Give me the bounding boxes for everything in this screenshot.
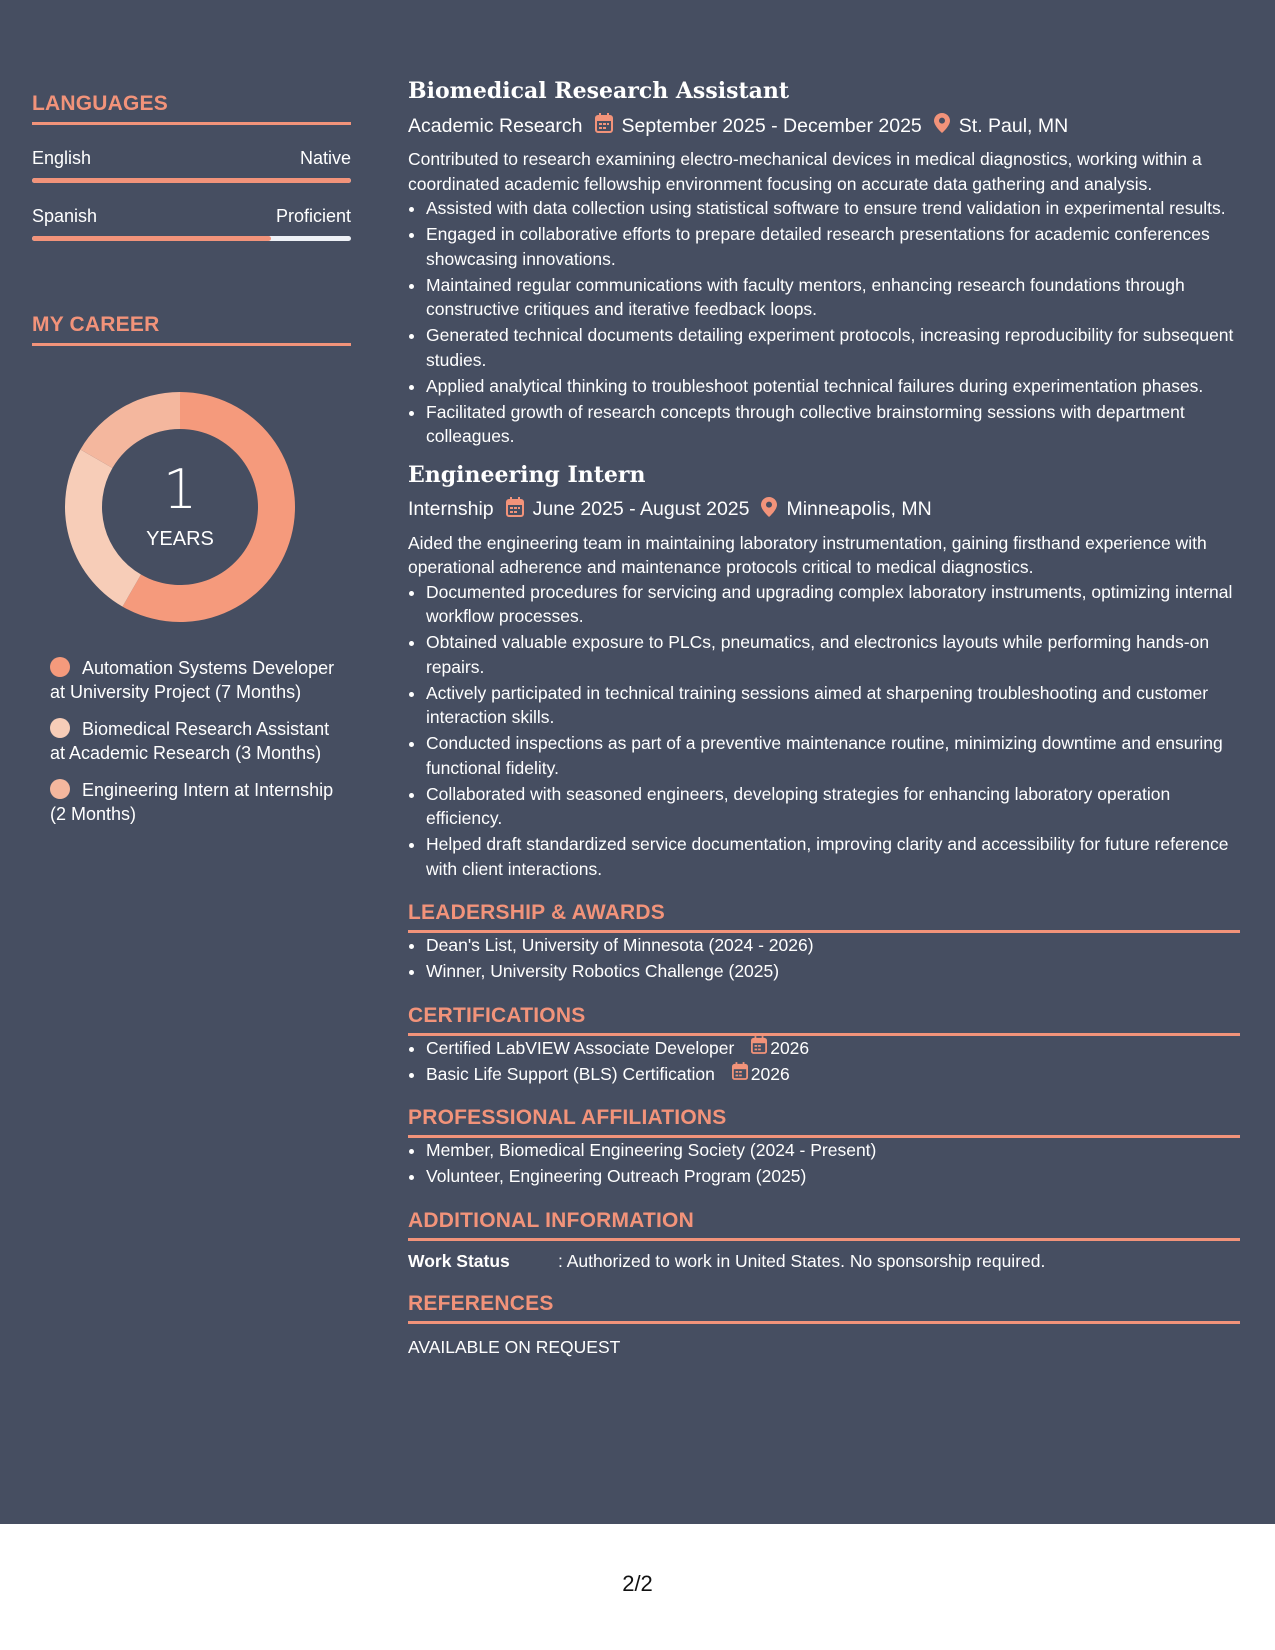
certification-name: Basic Life Support (BLS) Certification: [426, 1063, 715, 1084]
job-bullet: • Helped draft standardized service documentation, improving clarity and accessibility for future reference with client interactions.: [426, 832, 1240, 881]
career-total-number: 1: [162, 458, 198, 521]
language-level: Native: [299, 148, 351, 168]
legend-dot-icon: [50, 718, 70, 738]
language-item: [32, 148, 351, 183]
language-name: Spanish: [32, 206, 98, 226]
languages-title: LANGUAGES: [32, 92, 351, 125]
career-legend-label: Engineering Intern at Internship (2 Months): [50, 780, 334, 824]
job-bullet: • Facilitated growth of research concepts through collective brainstorming sessions with department colleagues.: [426, 400, 1240, 449]
work-status-label: Work Status: [408, 1250, 510, 1271]
job-bullet: • Collaborated with seasoned engineers, developing strategies for enhancing laboratory operation efficiency.: [426, 782, 1240, 831]
additional-section: [408, 1209, 1240, 1272]
job-description: Contributed to research examining electro-mechanical devices in medical diagnostics, working within a coordinated academic fellowship environment focusing on accurate data gathering and analysis.: [408, 149, 1202, 194]
legend-dot-icon: [50, 779, 70, 799]
certifications-title: CERTIFICATIONS: [408, 1004, 1240, 1036]
job-bullet: • Actively participated in technical training sessions aimed at sharpening troubleshooting and customer interaction skills.: [426, 681, 1240, 730]
certification-year: 2026: [770, 1037, 810, 1058]
affiliation-item: • Volunteer, Engineering Outreach Program (2025): [426, 1164, 1240, 1189]
references-title: REFERENCES: [408, 1292, 1240, 1324]
certification-year: 2026: [750, 1063, 790, 1084]
right-column: [408, 78, 1240, 1358]
job-bullets: [408, 580, 1240, 882]
job-bullet: • Generated technical documents detailing experiment protocols, increasing reproducibility for subsequent studies.: [426, 323, 1240, 372]
language-bar-fill: [32, 178, 351, 183]
job-location: St. Paul, MN: [958, 114, 1069, 137]
job-company: Academic Research: [408, 114, 583, 137]
certifications-list: [408, 1036, 1240, 1087]
job-title: Engineering Intern: [408, 461, 646, 488]
affiliations-section: [408, 1106, 1240, 1189]
job-bullets: [408, 196, 1240, 449]
work-status-value: : Authorized to work in United States. No sponsorship required.: [558, 1250, 1046, 1271]
references-text: AVAILABLE ON REQUEST: [408, 1336, 621, 1357]
work-status-row: [408, 1251, 1240, 1272]
references-section: [408, 1292, 1240, 1358]
job-description: Aided the engineering team in maintaining laboratory instrumentation, gaining firsthand experience with operational adherence and maintenance protocols critical to medical diagnostics.: [408, 532, 1207, 577]
awards-section: [408, 901, 1240, 984]
job-dates: September 2025 - December 2025: [621, 114, 922, 137]
career-legend-label: Biomedical Research Assistant at Academic Research (3 Months): [50, 719, 330, 763]
left-column: [32, 92, 351, 839]
additional-title: ADDITIONAL INFORMATION: [408, 1209, 1240, 1241]
donut-segment: [80, 392, 180, 468]
job-dates: June 2025 - August 2025: [532, 498, 750, 520]
calendar-icon: [506, 497, 524, 523]
job-title: Biomedical Research Assistant: [408, 78, 790, 104]
career-donut-chart: [65, 392, 295, 622]
job-bullet: • Assisted with data collection using statistical software to ensure trend validation in experimental results.: [426, 196, 1240, 221]
career-legend: [32, 656, 340, 826]
award-item: • Winner, University Robotics Challenge (2025): [426, 959, 1240, 984]
legend-dot-icon: [50, 657, 70, 677]
job-entry: [408, 78, 1240, 449]
language-name: English: [32, 148, 92, 168]
certification-item: [426, 1036, 1240, 1061]
career-total-unit: YEARS: [146, 528, 214, 550]
certification-name: Certified LabVIEW Associate Developer: [426, 1037, 735, 1058]
career-legend-item: [50, 656, 340, 704]
language-bar: [32, 178, 351, 183]
language-bar-fill: [32, 236, 271, 241]
language-bar: [32, 236, 351, 241]
job-bullet: • Documented procedures for servicing and upgrading complex laboratory instruments, optimizing internal workflow processes.: [426, 580, 1240, 629]
affiliations-title: PROFESSIONAL AFFILIATIONS: [408, 1106, 1240, 1138]
language-level: Proficient: [275, 206, 351, 226]
job-bullet: • Conducted inspections as part of a preventive maintenance routine, minimizing downtime and ensuring functional fidelity.: [426, 731, 1240, 780]
career-legend-item: [50, 717, 340, 765]
career-legend-label: Automation Systems Developer at University Project (7 Months): [50, 658, 335, 702]
job-bullet: • Applied analytical thinking to troubleshoot potential technical failures during experimentation phases.: [426, 374, 1240, 399]
certifications-section: [408, 1004, 1240, 1087]
affiliations-list: [408, 1138, 1240, 1189]
map-pin-icon: [761, 497, 777, 523]
map-pin-icon: [934, 113, 950, 139]
calendar-icon: [595, 113, 613, 139]
certification-item: [426, 1062, 1240, 1087]
job-entry: [408, 462, 1240, 882]
language-item: [32, 206, 351, 241]
job-company: Internship: [408, 498, 494, 520]
career-legend-item: [50, 778, 340, 826]
job-bullet: • Engaged in collaborative efforts to prepare detailed research presentations for academic conferences showcasing innovations.: [426, 222, 1240, 271]
job-meta: [408, 113, 1240, 139]
job-bullet: • Maintained regular communications with faculty mentors, enhancing research foundations through constructive critiques and iterative feedback loops.: [426, 273, 1240, 322]
page-number: 2/2: [622, 1571, 653, 1596]
awards-title: LEADERSHIP & AWARDS: [408, 901, 1240, 933]
career-title: MY CAREER: [32, 313, 351, 346]
job-bullet: • Obtained valuable exposure to PLCs, pneumatics, and electronics layouts while performing hands-on repairs.: [426, 630, 1240, 679]
calendar-icon: [732, 1062, 751, 1087]
affiliation-item: • Member, Biomedical Engineering Society (2024 - Present): [426, 1138, 1240, 1163]
calendar-icon: [751, 1036, 770, 1061]
award-item: • Dean's List, University of Minnesota (2024 - 2026): [426, 933, 1240, 958]
awards-list: [408, 933, 1240, 984]
job-location: Minneapolis, MN: [786, 498, 932, 520]
job-meta: [408, 497, 1240, 523]
